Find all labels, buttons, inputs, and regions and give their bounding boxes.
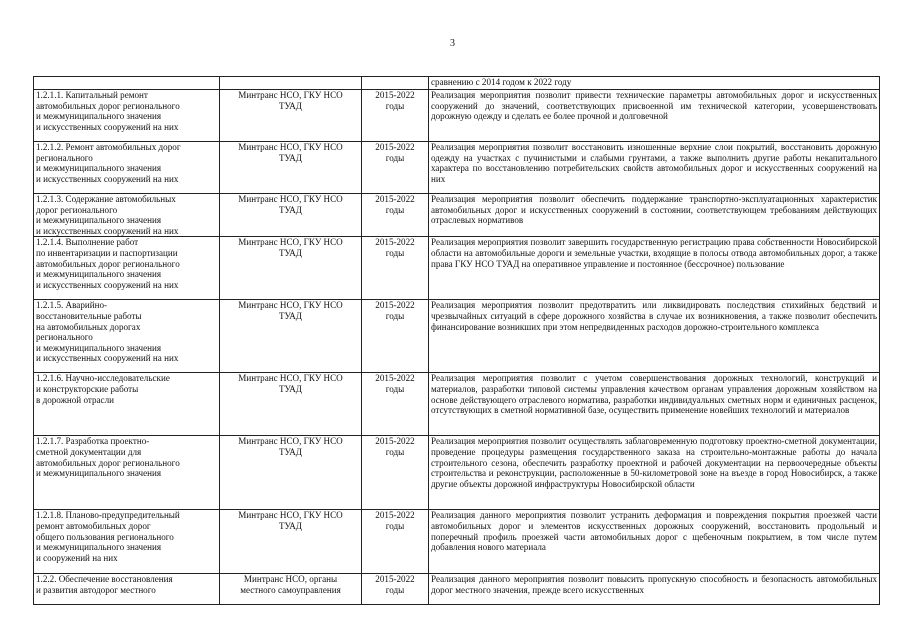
period-cell-line: годы bbox=[385, 204, 405, 215]
executor-cell-line: Минтранс НСО, ГКУ НСО bbox=[238, 300, 343, 311]
activity-name-cell-line: общего пользования регионального bbox=[36, 531, 174, 542]
executor-cell-line: ТУАД bbox=[278, 446, 303, 457]
activity-name-cell-line: регионального bbox=[36, 152, 93, 163]
activity-name-cell-line: и развития автодорог местного bbox=[36, 584, 156, 595]
activity-name-cell-line: 1.2.1.6. Научно-исследовательские bbox=[36, 373, 170, 384]
activity-name-cell-line: 1.2.1.4. Выполнение работ bbox=[36, 237, 139, 248]
table-row bbox=[34, 77, 880, 90]
table-row bbox=[34, 373, 880, 436]
executor-cell-line: Минтранс НСО, ГКУ НСО bbox=[238, 237, 343, 248]
activity-name-cell-line: на автомобильных дорогах bbox=[36, 321, 141, 332]
period-cell-line: 2015-2022 bbox=[375, 142, 415, 152]
activity-name-cell-line: и межмуниципального значения bbox=[36, 269, 162, 280]
table-row bbox=[34, 194, 880, 237]
description-cell: Реализация мероприятия позволит восстановить изношенные верхние слои покрытий, восстановить дорожную одежду на участках с пучинистыми и слабыми грунтами, а также выполнить другие работы некапитального характера по восстановлению потребительских свойств автомобильных дорог и искусственных сооружений на них bbox=[429, 142, 880, 194]
executor-cell-line: ТУАД bbox=[278, 247, 303, 258]
period-cell bbox=[362, 373, 429, 436]
table-row bbox=[34, 142, 880, 194]
activity-name-cell-line: 1.2.1.1. Капитальный ремонт bbox=[36, 90, 148, 100]
description-cell: Реализация данного мероприятия позволит повысить пропускную способность и безопасность автомобильных дорог местного значения, прежде всего искусственных bbox=[429, 574, 880, 605]
executor-cell-line: ТУАД bbox=[278, 100, 303, 111]
activity-name-cell-line: 1.2.1.5. Аварийно- bbox=[36, 300, 108, 311]
executor-cell bbox=[220, 237, 362, 300]
executor-cell bbox=[220, 373, 362, 436]
executor-cell-line: Минтранс НСО, ГКУ НСО bbox=[238, 194, 343, 204]
executor-cell-line: ТУАД bbox=[278, 383, 303, 394]
executor-cell-line: Минтранс НСО, органы bbox=[243, 574, 338, 585]
activity-name-cell-line: 1.2.2. Обеспечение восстановления bbox=[36, 574, 173, 585]
activity-name-cell bbox=[34, 90, 220, 142]
period-cell-line: годы bbox=[385, 310, 405, 321]
period-cell-line: 2015-2022 bbox=[375, 237, 415, 248]
period-cell-line: годы bbox=[385, 383, 405, 394]
table-row bbox=[34, 574, 880, 605]
description-cell: Реализация мероприятия позволит привести технические параметры автомобильных дорог и искусственных сооружений до значений, соответствующих присвоенной им технической категории, усовершенствовать дорожную одежду и сделать ее более прочной и долговечной bbox=[429, 90, 880, 142]
activity-name-cell-line: и искусственных сооружений на них bbox=[36, 121, 179, 132]
period-cell-line: годы bbox=[385, 247, 405, 258]
activity-name-cell bbox=[34, 142, 220, 194]
activity-name-cell-line: 1.2.1.3. Содержание автомобильных bbox=[36, 194, 176, 204]
period-cell-line: годы bbox=[385, 520, 405, 531]
activity-name-cell-line: и искусственных сооружений на них bbox=[36, 173, 179, 184]
description-cell: Реализация мероприятия позволит с учетом совершенствования дорожных технологий, конструкций и материалов, разработки типовой системы управления качеством органам управления дорожным хозяйством на основе действующего отраслевого норматива, разработки индивидуальных сметных норм и единичных расценок, отсутствующих в сметной нормативной базе, осуществить применение новейших технологий и материалов bbox=[429, 373, 880, 436]
activity-name-cell-line: по инвентаризации и паспортизации bbox=[36, 247, 178, 258]
activity-name-cell-line: 1.2.1.7. Разработка проектно- bbox=[36, 436, 150, 447]
period-cell bbox=[362, 510, 429, 574]
activity-name-cell-line: сметной документации для bbox=[36, 446, 142, 457]
executor-cell bbox=[220, 300, 362, 373]
executor-cell-line: Минтранс НСО, ГКУ НСО bbox=[238, 510, 343, 521]
period-cell bbox=[362, 77, 429, 90]
period-cell-line: годы bbox=[385, 152, 405, 163]
period-cell bbox=[362, 90, 429, 142]
page-number: 3 bbox=[450, 38, 455, 49]
activity-name-cell bbox=[34, 510, 220, 574]
executor-cell-line: Минтранс НСО, ГКУ НСО bbox=[238, 436, 343, 447]
executor-cell bbox=[220, 77, 362, 90]
table-row bbox=[34, 436, 880, 510]
activity-name-cell-line: дорог регионального bbox=[36, 204, 118, 215]
activity-name-cell-line: 1.2.1.2. Ремонт автомобильных дорог bbox=[36, 142, 181, 152]
description-cell: Реализация данного мероприятия позволит устранить деформация и повреждения покрытия проезжей части автомобильных дорог и элементов искусственных дорожных сооружений, восстановить продольный и поперечный профиль проезжей части автомобильных дорог с щебеночным покрытием, в том числе путем добавления нового материала bbox=[429, 510, 880, 574]
description-cell: Реализация мероприятия позволит осуществлять заблаговременную подготовку проектно-сметной документации, проведение процедуры размещения государственного заказа на строительно-монтажные работы до начала строительного сезона, обеспечить разработку проектной и рабочей документации на первоочередные объекты строительства и реконструкции, расположенные в 50-километровой зоне на въезде в город Новосибирск, а также другие объекты дорожной инфраструктуры Новосибирской области bbox=[429, 436, 880, 510]
executor-cell bbox=[220, 574, 362, 605]
activity-name-cell-line: восстановительные работы bbox=[36, 310, 142, 321]
activity-name-cell bbox=[34, 436, 220, 510]
activity-name-cell bbox=[34, 194, 220, 237]
period-cell-line: 2015-2022 bbox=[375, 194, 415, 204]
activity-name-cell-line: и сооружений на них bbox=[36, 552, 118, 563]
activity-name-cell-line: и искусственных сооружений на них bbox=[36, 353, 179, 364]
activity-name-cell-line: и межмуниципального значения bbox=[36, 542, 162, 553]
executor-cell-line: ТУАД bbox=[278, 152, 303, 163]
executor-cell bbox=[220, 142, 362, 194]
activity-name-cell-line: и межмуниципального значения bbox=[36, 342, 162, 353]
activity-name-cell-line: и межмуниципального значения bbox=[36, 215, 162, 226]
activity-name-cell-line: автомобильных дорог регионального bbox=[36, 258, 180, 269]
period-cell-line: годы bbox=[385, 100, 405, 111]
period-cell-line: 2015-2022 bbox=[375, 436, 415, 447]
activity-name-cell-line: и межмуниципального значения bbox=[36, 468, 162, 479]
description-cell: Реализация мероприятия позволит завершить государственную регистрацию права собственности Новосибирской области на автомобильные дороги и земельные участки, входящие в полосы отвода автомобильных дорог, а также права ГКУ НСО ТУАД на оперативное управление и постоянное (бессрочное) пользование bbox=[429, 237, 880, 300]
period-cell-line: годы bbox=[385, 446, 405, 457]
activity-name-cell-line: ремонт автомобильных дорог bbox=[36, 520, 151, 531]
activity-name-cell bbox=[34, 300, 220, 373]
executor-cell bbox=[220, 194, 362, 237]
period-cell-line: годы bbox=[385, 584, 405, 595]
executor-cell-line: ТУАД bbox=[278, 310, 303, 321]
executor-cell-line: ТУАД bbox=[278, 204, 303, 215]
period-cell-line: 2015-2022 bbox=[375, 510, 415, 521]
table-body bbox=[34, 77, 880, 605]
activity-name-cell-line: и конструкторские работы bbox=[36, 383, 139, 394]
executor-cell-line: ТУАД bbox=[278, 520, 303, 531]
activity-name-cell-line: регионального bbox=[36, 332, 93, 343]
period-cell-line: 2015-2022 bbox=[375, 373, 415, 384]
activity-name-cell bbox=[34, 237, 220, 300]
executor-cell bbox=[220, 510, 362, 574]
table-row bbox=[34, 300, 880, 373]
activity-name-cell-line: и межмуниципального значения bbox=[36, 163, 162, 174]
table-row bbox=[34, 510, 880, 574]
description-cell: Реализация мероприятия позволит предотвратить или ликвидировать последствия стихийных бедствий и чрезвычайных ситуаций в сфере дорожного хозяйства в случае их возникновения, а также позволит обеспечить финансирование возникших при этом непредвиденных расходов дорожно-строительного комплекса bbox=[429, 300, 880, 373]
program-activities-table bbox=[33, 76, 880, 605]
table-row bbox=[34, 90, 880, 142]
period-cell bbox=[362, 237, 429, 300]
executor-cell-line: Минтранс НСО, ГКУ НСО bbox=[238, 142, 343, 152]
period-cell bbox=[362, 300, 429, 373]
executor-cell-line: Минтранс НСО, ГКУ НСО bbox=[238, 90, 343, 100]
executor-cell bbox=[220, 436, 362, 510]
table-row bbox=[34, 237, 880, 300]
activity-name-cell bbox=[34, 373, 220, 436]
activity-name-cell-line: в дорожной отрасли bbox=[36, 394, 114, 405]
period-cell bbox=[362, 142, 429, 194]
period-cell bbox=[362, 436, 429, 510]
activity-name-cell-line: 1.2.1.8. Планово-предупредительный bbox=[36, 510, 180, 521]
period-cell-line: 2015-2022 bbox=[375, 90, 415, 100]
activity-name-cell-line: и искусственных сооружений на них bbox=[36, 279, 179, 290]
activity-name-cell bbox=[34, 77, 220, 90]
executor-cell bbox=[220, 90, 362, 142]
period-cell bbox=[362, 194, 429, 237]
activity-name-cell-line: и межмуниципального значения bbox=[36, 111, 162, 122]
executor-cell-line: Минтранс НСО, ГКУ НСО bbox=[238, 373, 343, 384]
period-cell-line: 2015-2022 bbox=[375, 300, 415, 311]
period-cell bbox=[362, 574, 429, 605]
executor-cell-line: местного самоуправления bbox=[240, 584, 341, 595]
description-cell: сравнению с 2014 годом к 2022 году bbox=[429, 77, 880, 90]
activity-name-cell bbox=[34, 574, 220, 605]
description-cell: Реализация мероприятия позволит обеспечить поддержание транспортно-эксплуатационных характеристик автомобильных дорог и искусственных сооружений в состоянии, соответствующем требованиям действующих отраслевых нормативов bbox=[429, 194, 880, 237]
activity-name-cell-line: и искусственных сооружений на них bbox=[36, 225, 179, 236]
activity-name-cell-line: автомобильных дорог регионального bbox=[36, 100, 180, 111]
activity-name-cell-line: автомобильных дорог регионального bbox=[36, 457, 180, 468]
period-cell-line: 2015-2022 bbox=[375, 574, 415, 585]
